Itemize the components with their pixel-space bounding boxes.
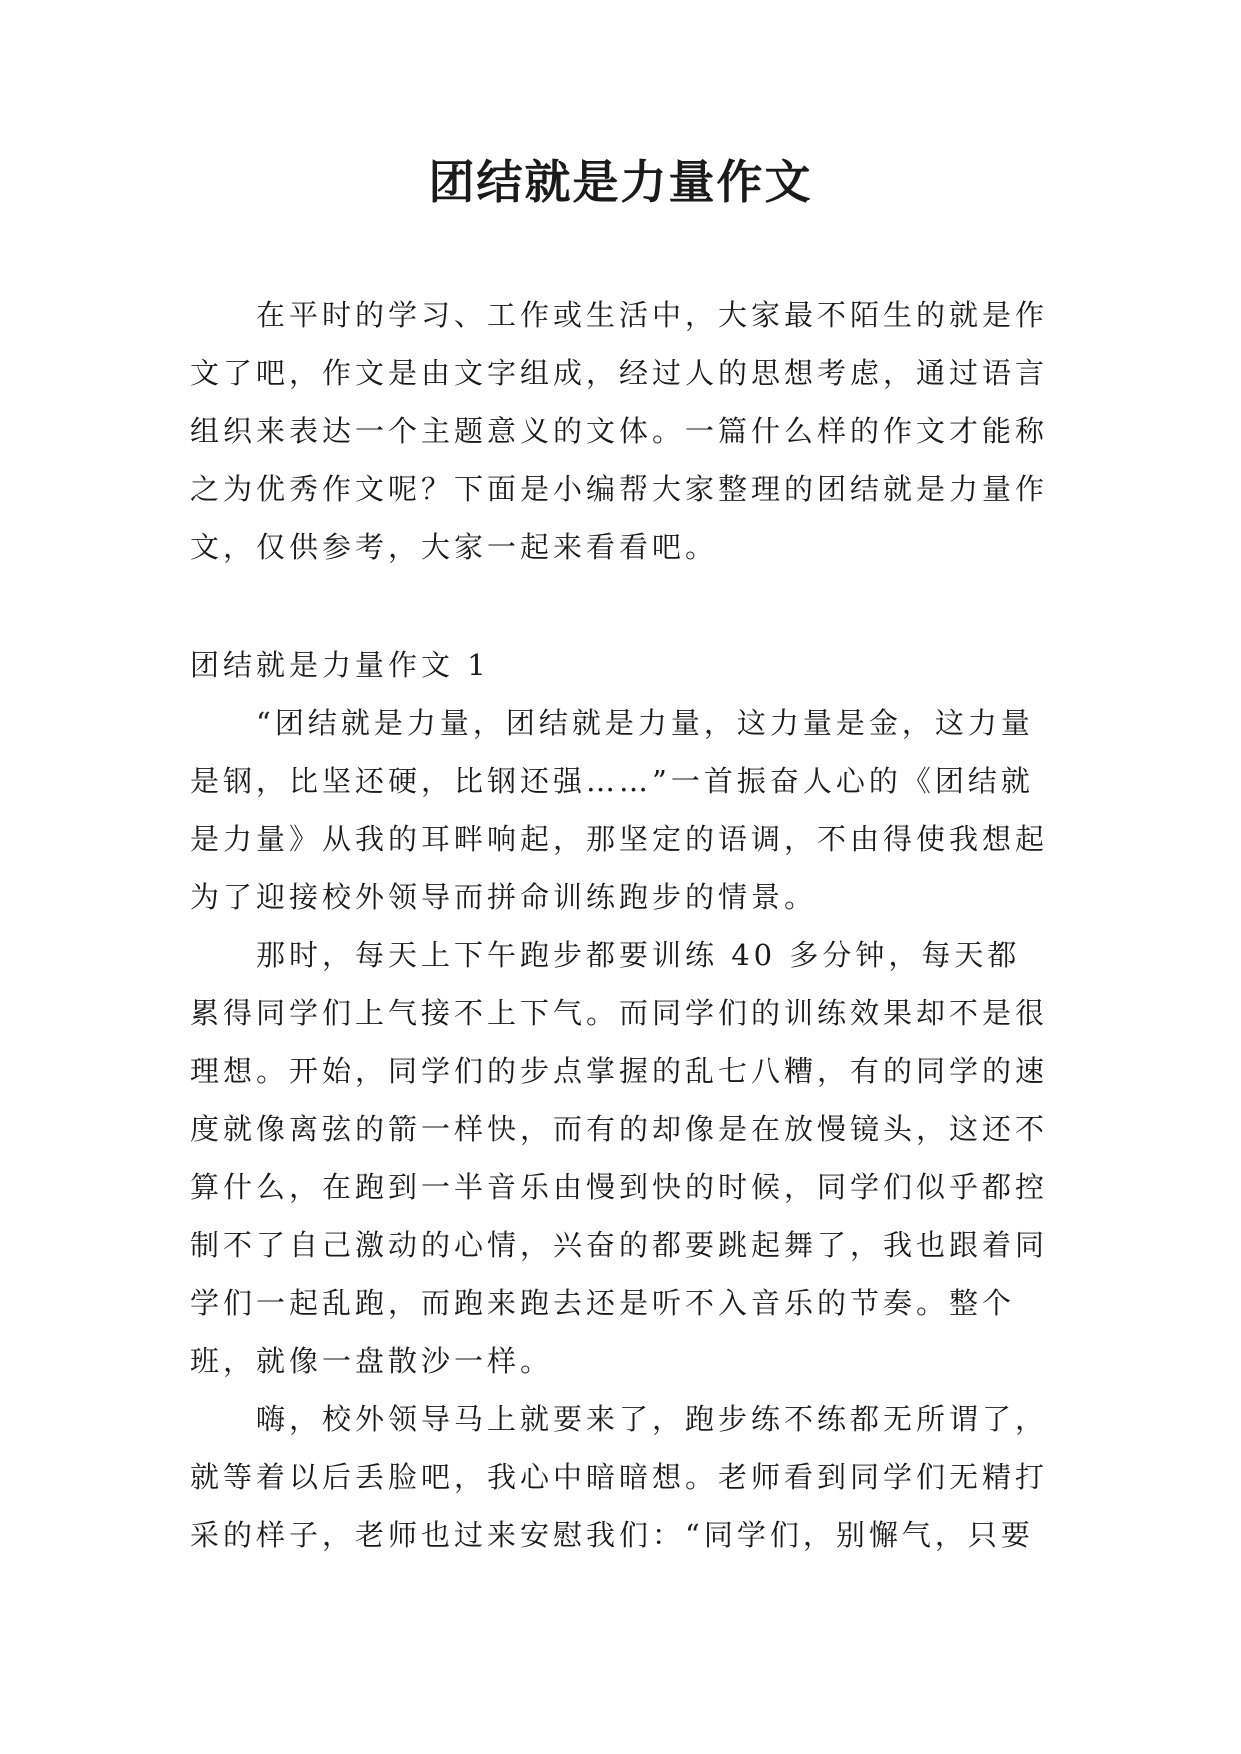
essay-body <box>190 694 1050 1564</box>
essay-paragraph: 那时，每天上下午跑步都要训练 40 多分钟，每天都累得同学们上气接不上下气。而同学们的训练效果却不是很理想。开始，同学们的步点掌握的乱七八糟，有的同学的速度就像离弦的箭一样快，而有的却像是在放慢镜头，这还不算什么，在跑到一半音乐由慢到快的时候，同学们似乎都控制不了自己激动的心情，兴奋的都要跳起舞了，我也跟着同学们一起乱跑，而跑来跑去还是听不入音乐的节奏。整个班，就像一盘散沙一样。 <box>190 938 1049 1378</box>
essay-paragraph: “团结就是力量，团结就是力量，这力量是金，这力量是钢，比坚还硬，比钢还强……”一首振奋人心的《团结就是力量》从我的耳畔响起，那坚定的语调，不由得使我想起为了迎接校外领导而拼命训练跑步的情景。 <box>190 706 1049 914</box>
document-title: 团结就是力量作文 <box>428 155 813 209</box>
section-heading: 团结就是力量作文 1 <box>190 648 490 682</box>
essay-paragraph: 嗨，校外领导马上就要来了，跑步练不练都无所谓了，就等着以后丢脸吧，我心中暗暗想。老师看到同学们无精打采的样子，老师也过来安慰我们：“同学们，别懈气，只要 <box>190 1402 1049 1552</box>
intro-paragraph: 在平时的学习、工作或生活中，大家最不陌生的就是作文了吧，作文是由文字组成，经过人的思想考虑，通过语言组织来表达一个主题意义的文体。一篇什么样的作文才能称之为优秀作文呢？下面是小编帮大家整理的团结就是力量作文，仅供参考，大家一起来看看吧。 <box>190 298 1049 564</box>
